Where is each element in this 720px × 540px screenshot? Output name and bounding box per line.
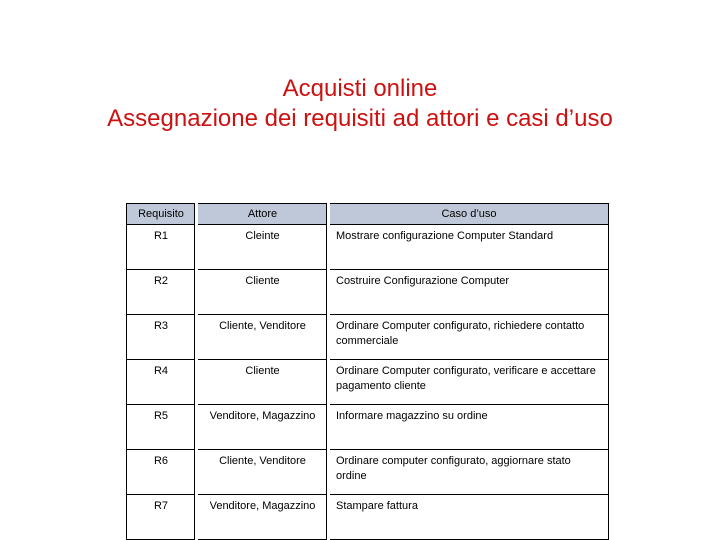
table-row <box>127 450 609 495</box>
requirements-table <box>126 203 609 540</box>
table-row <box>127 315 609 360</box>
use-case-cell: Ordinare Computer configurato, richiedere contatto commerciale <box>329 315 609 360</box>
title-line-2: Assegnazione dei requisiti ad attori e casi d’uso <box>107 105 613 132</box>
header-requisito: Requisito <box>127 204 197 225</box>
table-row <box>127 495 609 540</box>
actor-cell: Cliente, Venditore <box>197 315 329 360</box>
header-attore: Attore <box>197 204 329 225</box>
actor-cell: Cliente, Venditore <box>197 450 329 495</box>
requirement-id: R6 <box>127 450 197 495</box>
use-case-cell: Ordinare computer configurato, aggiornare stato ordine <box>329 450 609 495</box>
use-case-cell: Stampare fattura <box>329 495 609 540</box>
header-caso-uso: Caso d’uso <box>329 204 609 225</box>
requirement-id: R3 <box>127 315 197 360</box>
use-case-cell: Costruire Configurazione Computer <box>329 270 609 315</box>
actor-cell: Cliente <box>197 360 329 405</box>
actor-cell: Cliente <box>197 270 329 315</box>
requirement-id: R4 <box>127 360 197 405</box>
use-case-cell: Ordinare Computer configurato, verificare e accettare pagamento cliente <box>329 360 609 405</box>
table-row <box>127 405 609 450</box>
table-header-row <box>127 204 609 225</box>
table-row <box>127 360 609 405</box>
actor-cell: Cleinte <box>197 225 329 270</box>
requirement-id: R7 <box>127 495 197 540</box>
table-row <box>127 270 609 315</box>
requirement-id: R5 <box>127 405 197 450</box>
use-case-cell: Informare magazzino su ordine <box>329 405 609 450</box>
title-line-1: Acquisti online <box>282 75 438 102</box>
actor-cell: Venditore, Magazzino <box>197 405 329 450</box>
use-case-cell: Mostrare configurazione Computer Standard <box>329 225 609 270</box>
requirement-id: R2 <box>127 270 197 315</box>
actor-cell: Venditore, Magazzino <box>197 495 329 540</box>
table-row <box>127 225 609 270</box>
requirement-id: R1 <box>127 225 197 270</box>
slide-title <box>0 74 720 134</box>
